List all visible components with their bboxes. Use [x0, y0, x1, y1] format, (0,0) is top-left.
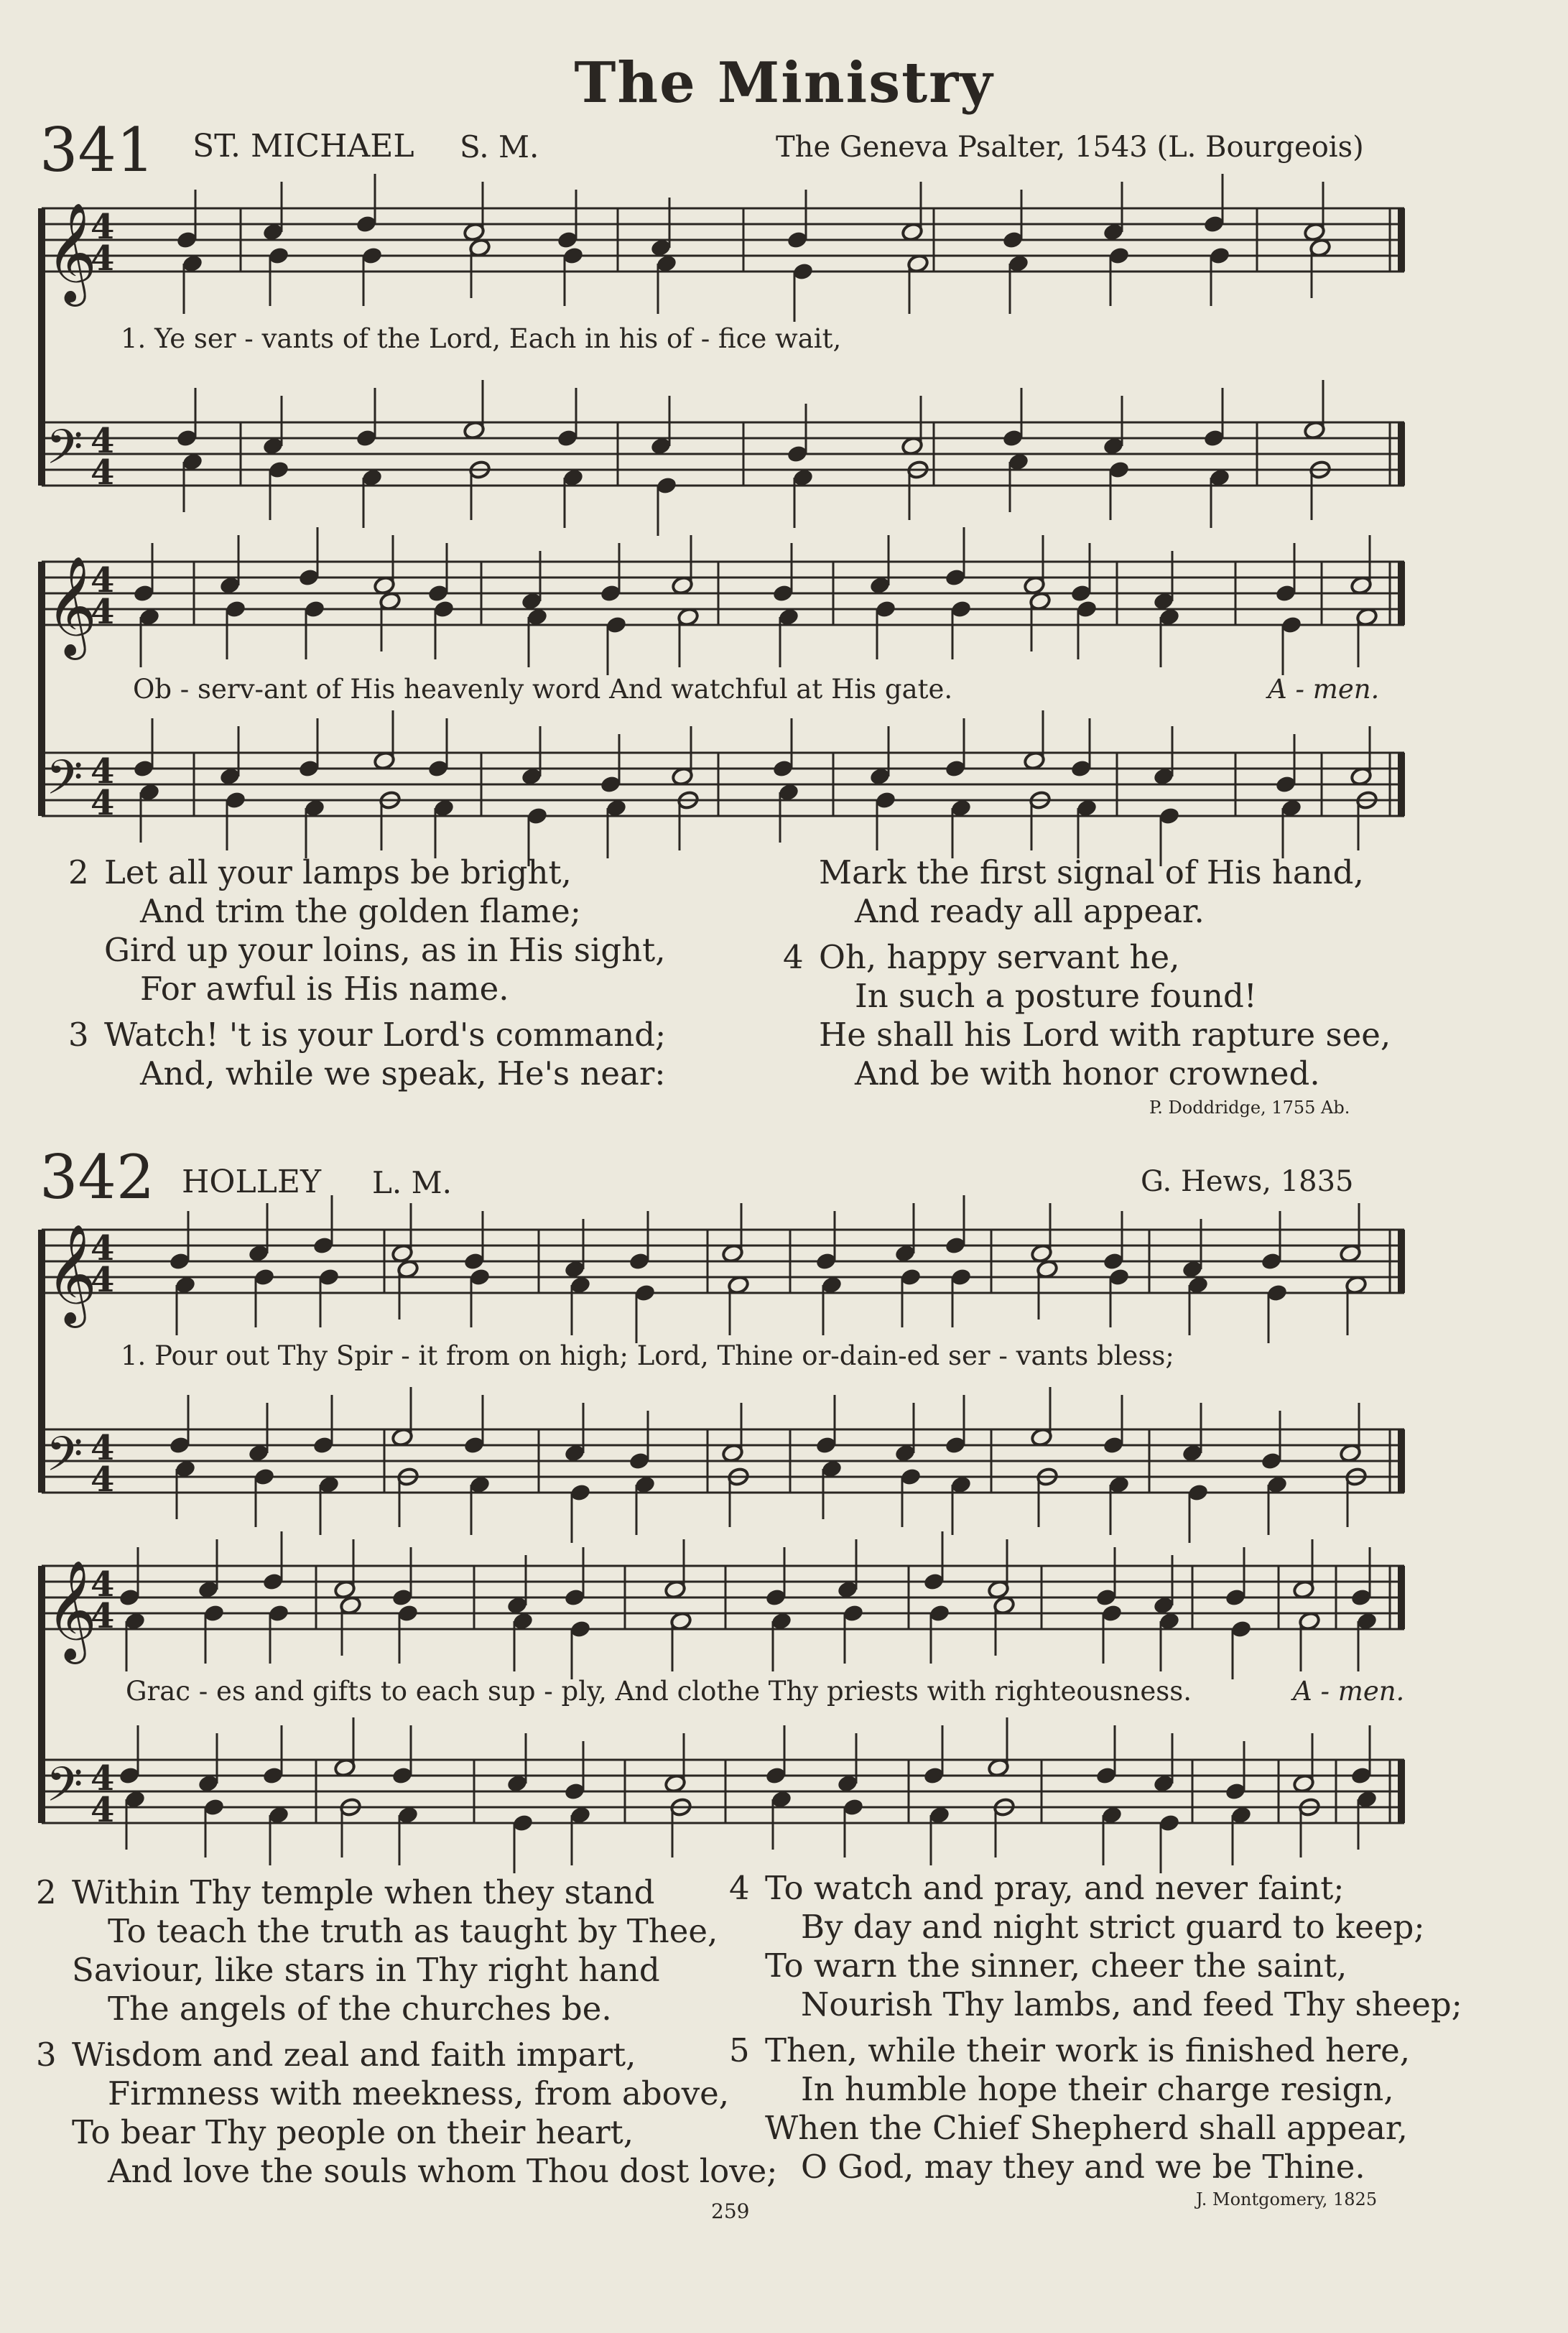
bass-clef-icon: 𝄢	[46, 1757, 83, 1824]
treble-clef-icon: 𝄞	[46, 556, 97, 656]
time-signature: 4	[91, 560, 115, 600]
composer: The Geneva Psalter, 1543 (L. Bourgeois)	[776, 131, 1364, 164]
time-signature: 4	[91, 1260, 115, 1300]
lyric-line: 1. Ye ser - vants of the Lord, Each in his of - fice wait,	[121, 323, 842, 354]
meter: S. M.	[460, 129, 539, 164]
treble-clef-icon: 𝄞	[46, 1224, 97, 1324]
stanza-block-left: 2 Let all your lamps be bright, And trim the golden flame; Gird up your loins, as in His sight, For awful is His name. 3 Watch! 't is your Lord's command; And, while we speak, He's near:	[68, 853, 667, 1093]
time-signature: 4	[91, 1596, 115, 1636]
meter: L. M.	[372, 1165, 452, 1200]
treble-clef-icon: 𝄞	[46, 1560, 97, 1660]
time-signature: 4	[91, 783, 115, 823]
stanza-block-right: Mark the first signal of His hand, And ready all appear. 4 Oh, happy servant he, In such a posture found! He shall his Lord with rapture see, And be with honor crowned.	[783, 853, 1391, 1093]
time-signature: 4	[91, 207, 115, 247]
time-signature: 4	[91, 238, 115, 279]
composer: G. Hews, 1835	[1141, 1165, 1354, 1198]
stanza-block-left: 2 Within Thy temple when they stand To teach the truth as taught by Thee, Saviour, like stars in Thy right hand The angels of the churches be. 3 Wisdom and zeal and faith impart, Firmness with meekness, from above, To bear Thy people on their heart, And love the souls whom Thou dost love;	[36, 1873, 778, 2190]
lyric-line: Grac - es and gifts to each sup - ply, And clothe Thy priests with righteousness.	[126, 1676, 1192, 1707]
page-title: The Ministry	[574, 50, 994, 116]
time-signature: 4	[91, 421, 115, 461]
author-credit: P. Doddridge, 1755 Ab.	[1149, 1098, 1350, 1118]
time-signature: 4	[91, 751, 115, 792]
author-credit: J. Montgomery, 1825	[1196, 2189, 1378, 2209]
time-signature: 4	[91, 1564, 115, 1605]
time-signature: 4	[91, 1228, 115, 1268]
treble-clef-icon: 𝄞	[46, 203, 97, 302]
bass-clef-icon: 𝄢	[46, 1427, 83, 1493]
time-signature: 4	[91, 1790, 115, 1830]
time-signature: 4	[91, 1758, 115, 1799]
time-signature: 4	[91, 1428, 115, 1468]
lyric-line: 1. Pour out Thy Spir - it from on high; Lord, Thine or-dain-ed ser - vants bless;	[121, 1340, 1174, 1371]
time-signature: 4	[91, 453, 115, 493]
amen-label: A - men.	[1268, 674, 1380, 705]
hymn-number: 341	[40, 115, 155, 185]
page-number: 259	[711, 2199, 750, 2223]
bass-clef-icon: 𝄢	[46, 750, 83, 817]
amen-label: A - men.	[1293, 1676, 1405, 1707]
time-signature: 4	[91, 592, 115, 632]
bass-clef-icon: 𝄢	[46, 419, 83, 486]
tune-name: ST. MICHAEL	[192, 128, 414, 164]
time-signature: 4	[91, 1460, 115, 1500]
stanza-block-right: 4 To watch and pray, and never faint; By day and night strict guard to keep; To warn the sinner, cheer the saint, Nourish Thy lambs, and feed Thy sheep; 5 Then, while their work is finished here, In humble hope their charge resign, When the Chief Shepherd shall appear, O God, may they and we be Thine.	[729, 1869, 1462, 2186]
tune-name: HOLLEY	[182, 1164, 322, 1200]
hymn-number: 342	[40, 1142, 155, 1212]
lyric-line: Ob - serv-ant of His heavenly word And watchful at His gate.	[133, 674, 953, 705]
